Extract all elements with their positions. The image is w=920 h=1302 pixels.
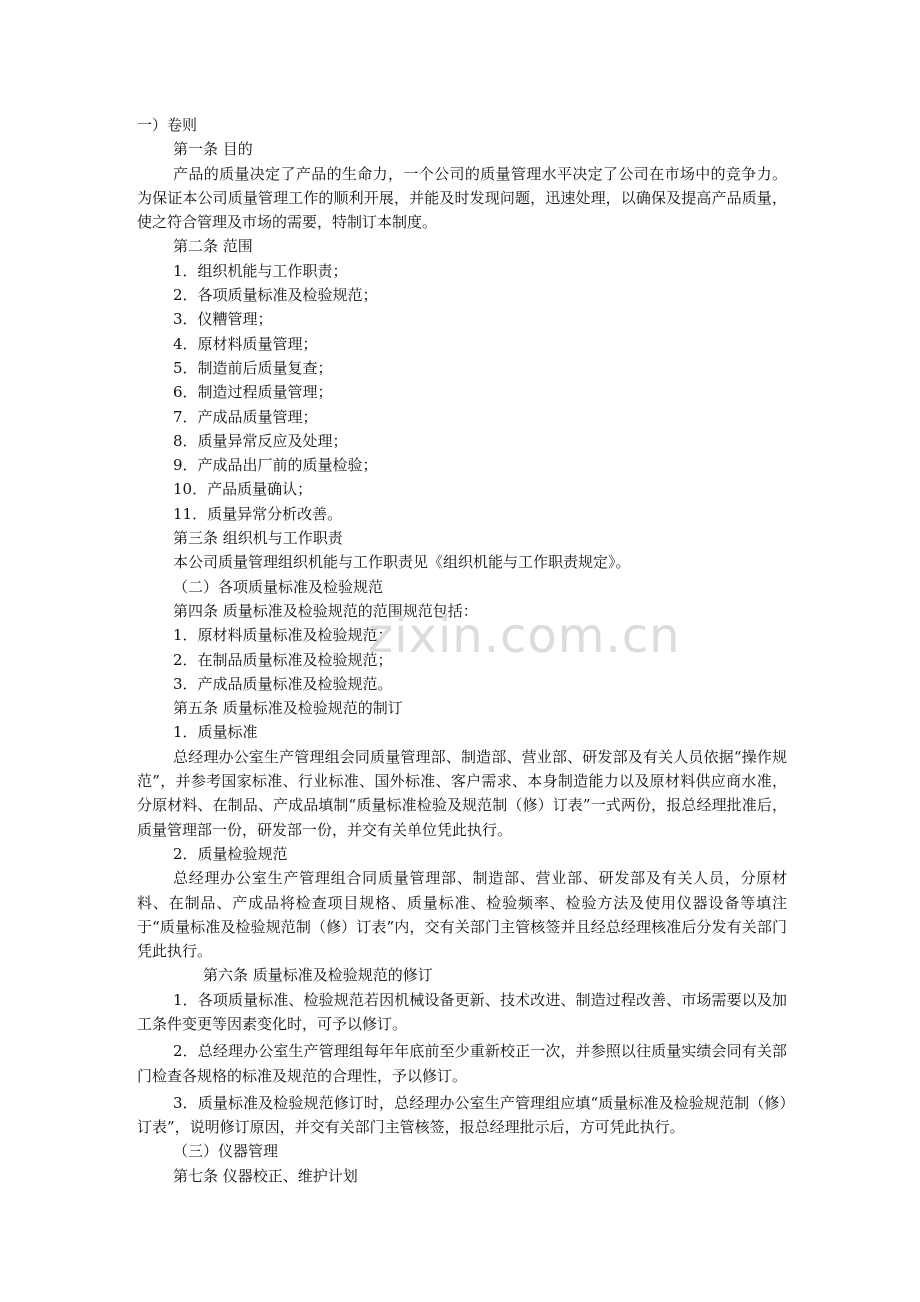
text-line: 4．原材料质量管理；	[173, 334, 318, 353]
text-line: 3．产成品质量标准及检验规范。	[173, 674, 393, 693]
paragraph: 总经理办公室生产管理组会同质量管理部、制造部、营业部、研发部及有关人员依据“操作规范”，并参考国家标准、行业标准、国外标准、客户需求、本身制造能力以及原材料供应商水准，分原材料、在制品、产成品填制“质量标准检验及规范制（修）订表”一式两份，报总经理批准后，质量管理部一份，研发部一份，并交有关单位凭此执行。	[137, 747, 787, 839]
paragraph: 产品的质量决定了产品的生命力，一个公司的质量管理水平决定了公司在市场中的竞争力。为保证本公司质量管理工作的顺利开展，并能及时发现问题，迅速处理，以确保及提高产品质量，使之符合管理及市场的需要，特制订本制度。	[137, 164, 787, 232]
text-line: 5．制造前后质量复查；	[173, 358, 333, 377]
paragraph: 1．各项质量标准、检验规范若因机械设备更新、技术改进、制造过程改善、市场需要以及加工条件变更等因素变化时，可予以修订。	[137, 990, 787, 1033]
text-line: 第二条 范围	[173, 237, 253, 256]
text-line: 1．原材料质量标准及检验规范；	[173, 626, 393, 645]
text-line: 1．组织机能与工作职责；	[173, 261, 348, 280]
paragraph: 总经理办公室生产管理组合同质量管理部、制造部、营业部、研发部及有关人员，分原材料、在制品、产成品将检查项目规格、质量标准、检验频率、检验方法及使用仪器设备等填注于“质量标准及检验规范制（修）订表”内，交有关部门主管核签并且经总经理核准后分发有关部门凭此执行。	[137, 869, 787, 961]
text-line: （三）仪器管理	[173, 1142, 279, 1161]
text-line: 第一条 目的	[173, 140, 253, 159]
text-line: 2．各项质量标准及检验规范；	[173, 286, 378, 305]
text-line: 第六条 质量标准及检验规范的修订	[203, 966, 433, 985]
text-line: 8．质量异常反应及处理；	[173, 431, 348, 450]
text-line: 一）卷则	[137, 116, 198, 134]
document-body	[137, 113, 787, 1188]
text-line: 10．产品质量确认；	[173, 480, 313, 499]
text-line: 本公司质量管理组织机能与工作职责见《组织机能与工作职责规定》。	[173, 553, 631, 572]
text-line: 3．仪糟管理；	[173, 310, 273, 329]
text-line: （二）各项质量标准及检验规范	[173, 577, 384, 596]
text-line: 第四条 质量标准及检验规范的范围规范包括：	[173, 601, 478, 620]
text-line: 第三条 组织机与工作职责	[173, 529, 343, 548]
text-line: 1．质量标准	[173, 723, 258, 742]
text-line: 9．产成品出厂前的质量检验；	[173, 456, 378, 475]
text-line: 6．制造过程质量管理；	[173, 383, 333, 402]
paragraph: 2．总经理办公室生产管理组每年年底前至少重新校正一次，并参照以往质量实绩会同有关部门检查各规格的标准及规范的合理性，予以修订。	[137, 1042, 787, 1085]
text-line: 7．产成品质量管理；	[173, 407, 318, 426]
paragraph: 3．质量标准及检验规范修订时，总经理办公室生产管理组应填“质量标准及检验规范制（修）订表”，说明修订原因，并交有关部门主管核签，报总经理批示后，方可凭此执行。	[137, 1093, 787, 1137]
text-line: 2．质量检验规范	[173, 844, 288, 863]
text-line: 第五条 质量标准及检验规范的制订	[173, 699, 403, 718]
text-line: 2．在制品质量标准及检验规范；	[173, 650, 393, 669]
text-line: 第七条 仪器校正、维护计划	[173, 1166, 358, 1185]
text-line: 11．质量异常分析改善。	[173, 504, 343, 523]
watermark: zixin.com.cn	[368, 608, 681, 664]
